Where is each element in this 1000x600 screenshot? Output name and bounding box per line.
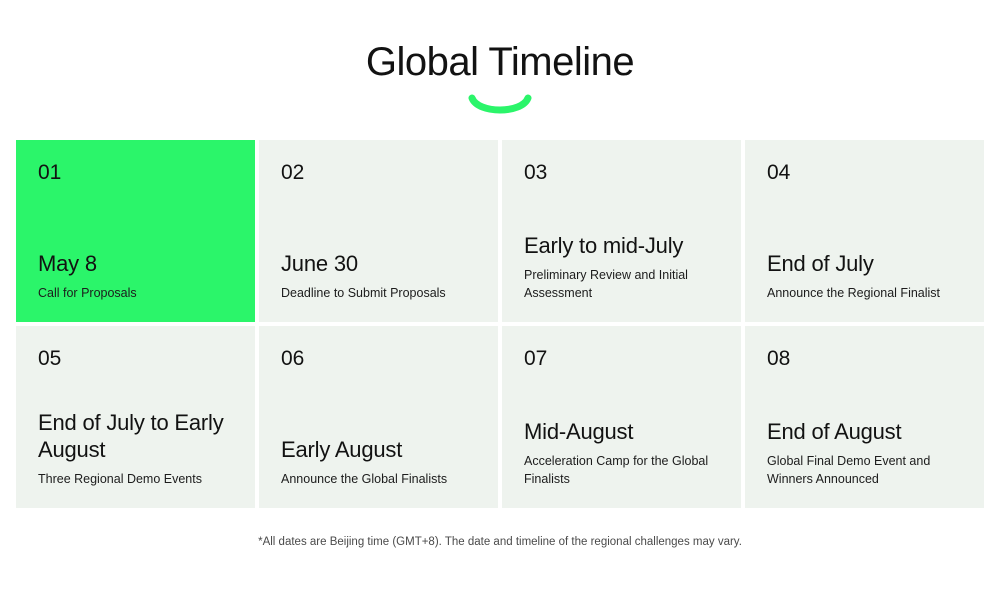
timeline-item-date: Early to mid-July: [524, 232, 684, 258]
timeline-item-body: [524, 233, 719, 302]
timeline-item-description: Global Final Demo Event and Winners Announced: [767, 453, 931, 486]
timeline-item-body: [281, 437, 476, 488]
timeline-item-body: [38, 251, 233, 302]
timeline-item-description: Acceleration Camp for the Global Finalists: [524, 453, 709, 486]
timeline-item-01[interactable]: [16, 140, 255, 322]
timeline-item-08[interactable]: [745, 326, 984, 508]
timeline-item-06[interactable]: [259, 326, 498, 508]
timeline-item-04[interactable]: [745, 140, 984, 322]
timeline-item-body: [767, 419, 962, 488]
timeline-item-date: Mid-August: [524, 418, 634, 444]
timeline-item-description: Preliminary Review and Initial Assessment: [524, 267, 688, 300]
smile-curve-icon: [468, 94, 532, 116]
timeline-item-number: 05: [38, 347, 62, 370]
timeline-item-body: [524, 419, 719, 488]
timeline-item-body: [38, 410, 233, 488]
timeline-item-number: 03: [524, 161, 548, 184]
timeline-grid: [16, 140, 984, 508]
timeline-item-date: End of July to Early August: [38, 410, 224, 463]
timeline-item-description: Call for Proposals: [38, 285, 137, 300]
timeline-item-number: 07: [524, 347, 548, 370]
timeline-item-number: 08: [767, 347, 791, 370]
timeline-item-description: Announce the Global Finalists: [281, 471, 448, 486]
timeline-item-number: 06: [281, 347, 305, 370]
page-title: Global Timeline: [365, 40, 635, 84]
timeline-item-07[interactable]: [502, 326, 741, 508]
page-header: [0, 0, 1000, 116]
timeline-item-number: 04: [767, 161, 791, 184]
timeline-item-03[interactable]: [502, 140, 741, 322]
timeline-item-number: 02: [281, 161, 305, 184]
timeline-item-description: Announce the Regional Finalist: [767, 285, 941, 300]
timeline-item-date: Early August: [281, 437, 403, 463]
timeline-item-02[interactable]: [259, 140, 498, 322]
timeline-item-body: [281, 251, 476, 302]
timeline-item-date: June 30: [281, 251, 358, 277]
timeline-item-date: End of July: [767, 251, 874, 277]
timeline-item-date: End of August: [767, 418, 902, 444]
timeline-item-body: [767, 251, 962, 302]
footnote: *All dates are Beijing time (GMT+8). The date and timeline of the regional challenges may vary.: [258, 536, 742, 548]
timeline-item-date: May 8: [38, 251, 97, 277]
timeline-item-description: Deadline to Submit Proposals: [281, 285, 446, 300]
timeline-item-description: Three Regional Demo Events: [38, 471, 202, 486]
timeline-item-number: 01: [38, 161, 62, 184]
timeline-item-05[interactable]: [16, 326, 255, 508]
